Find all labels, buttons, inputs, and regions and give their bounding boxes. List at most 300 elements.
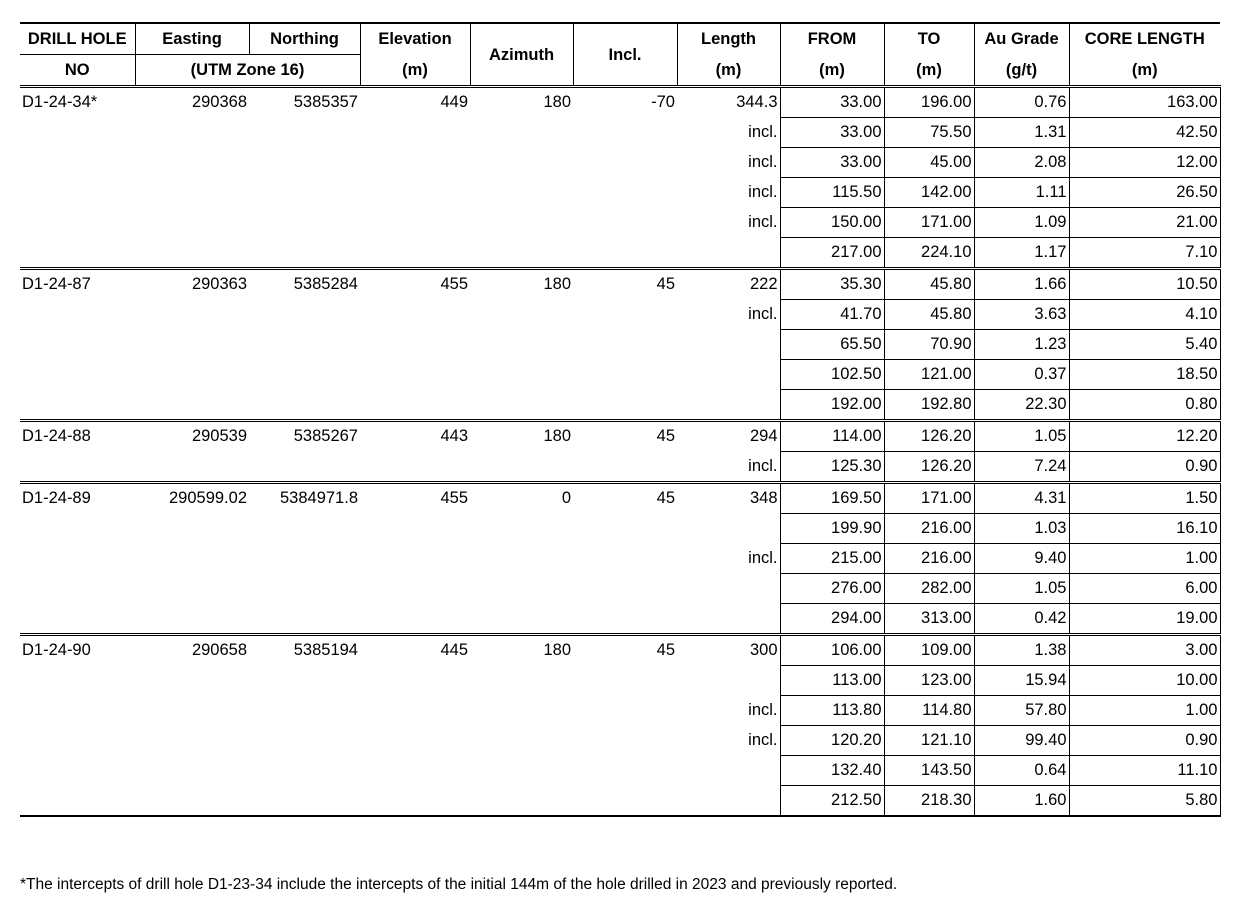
table-row — [20, 269, 1220, 300]
col-header-northing: Northing — [249, 23, 360, 55]
table-row — [20, 696, 1220, 726]
cell-incl: 45 — [573, 635, 677, 666]
cell-azimuth — [470, 604, 573, 635]
cell-easting — [135, 544, 249, 574]
cell-core-length: 3.00 — [1069, 635, 1220, 666]
cell-incl — [573, 390, 677, 421]
cell-elevation — [360, 452, 470, 483]
cell-easting — [135, 330, 249, 360]
cell-drill-hole — [20, 300, 135, 330]
cell-core-length: 163.00 — [1069, 87, 1220, 118]
cell-from: 113.00 — [780, 666, 884, 696]
cell-from: 169.50 — [780, 483, 884, 514]
cell-northing: 5385357 — [249, 87, 360, 118]
cell-incl — [573, 208, 677, 238]
cell-northing — [249, 208, 360, 238]
cell-incl — [573, 238, 677, 269]
cell-to: 224.10 — [884, 238, 974, 269]
cell-northing — [249, 390, 360, 421]
cell-core-length: 19.00 — [1069, 604, 1220, 635]
cell-core-length: 12.00 — [1069, 148, 1220, 178]
cell-au-grade: 1.17 — [974, 238, 1069, 269]
cell-azimuth — [470, 118, 573, 148]
cell-drill-hole — [20, 148, 135, 178]
cell-au-grade: 99.40 — [974, 726, 1069, 756]
cell-from: 276.00 — [780, 574, 884, 604]
table-row — [20, 300, 1220, 330]
cell-azimuth — [470, 514, 573, 544]
cell-azimuth — [470, 574, 573, 604]
table-row — [20, 178, 1220, 208]
cell-au-grade: 1.09 — [974, 208, 1069, 238]
cell-elevation — [360, 574, 470, 604]
cell-length: incl. — [677, 300, 780, 330]
cell-au-grade: 1.38 — [974, 635, 1069, 666]
cell-easting: 290368 — [135, 87, 249, 118]
cell-incl — [573, 756, 677, 786]
cell-incl — [573, 330, 677, 360]
cell-au-grade: 1.66 — [974, 269, 1069, 300]
col-header-no: NO — [20, 55, 135, 87]
cell-easting — [135, 726, 249, 756]
cell-drill-hole — [20, 330, 135, 360]
cell-easting — [135, 696, 249, 726]
cell-elevation — [360, 300, 470, 330]
cell-azimuth — [470, 390, 573, 421]
cell-core-length: 10.00 — [1069, 666, 1220, 696]
cell-northing: 5385284 — [249, 269, 360, 300]
cell-drill-hole — [20, 666, 135, 696]
cell-easting — [135, 452, 249, 483]
cell-from: 114.00 — [780, 421, 884, 452]
cell-core-length: 26.50 — [1069, 178, 1220, 208]
cell-au-grade: 1.60 — [974, 786, 1069, 817]
cell-azimuth: 180 — [470, 87, 573, 118]
cell-azimuth — [470, 148, 573, 178]
cell-northing — [249, 604, 360, 635]
cell-drill-hole — [20, 208, 135, 238]
cell-azimuth — [470, 300, 573, 330]
cell-incl — [573, 148, 677, 178]
cell-drill-hole — [20, 756, 135, 786]
cell-azimuth: 0 — [470, 483, 573, 514]
cell-elevation — [360, 330, 470, 360]
cell-to: 216.00 — [884, 514, 974, 544]
cell-drill-hole — [20, 726, 135, 756]
cell-elevation — [360, 756, 470, 786]
cell-from: 65.50 — [780, 330, 884, 360]
cell-incl — [573, 452, 677, 483]
cell-to: 171.00 — [884, 483, 974, 514]
cell-au-grade: 1.23 — [974, 330, 1069, 360]
table-row — [20, 238, 1220, 269]
cell-au-grade: 0.42 — [974, 604, 1069, 635]
header-row-1 — [20, 23, 1220, 55]
cell-from: 41.70 — [780, 300, 884, 330]
cell-to: 196.00 — [884, 87, 974, 118]
cell-au-grade: 1.05 — [974, 421, 1069, 452]
cell-incl — [573, 300, 677, 330]
cell-to: 282.00 — [884, 574, 974, 604]
cell-au-grade: 2.08 — [974, 148, 1069, 178]
cell-easting — [135, 514, 249, 544]
cell-drill-hole — [20, 360, 135, 390]
cell-northing — [249, 756, 360, 786]
cell-elevation — [360, 148, 470, 178]
cell-length — [677, 666, 780, 696]
cell-au-grade: 3.63 — [974, 300, 1069, 330]
cell-core-length: 12.20 — [1069, 421, 1220, 452]
col-unit-elevation: (m) — [360, 55, 470, 87]
cell-from: 106.00 — [780, 635, 884, 666]
cell-to: 45.80 — [884, 300, 974, 330]
col-unit-length: (m) — [677, 55, 780, 87]
cell-au-grade: 1.03 — [974, 514, 1069, 544]
cell-drill-hole — [20, 118, 135, 148]
col-header-incl: Incl. — [573, 23, 677, 87]
cell-to: 192.80 — [884, 390, 974, 421]
col-unit-core-length: (m) — [1131, 60, 1158, 79]
cell-from: 150.00 — [780, 208, 884, 238]
cell-easting — [135, 118, 249, 148]
cell-northing — [249, 514, 360, 544]
cell-elevation: 449 — [360, 87, 470, 118]
cell-length: incl. — [677, 696, 780, 726]
cell-azimuth — [470, 178, 573, 208]
cell-incl: -70 — [573, 87, 677, 118]
col-header-elevation: Elevation — [360, 23, 470, 55]
cell-drill-hole: D1-24-87 — [20, 269, 135, 300]
cell-length: incl. — [677, 452, 780, 483]
cell-from: 294.00 — [780, 604, 884, 635]
table-row — [20, 726, 1220, 756]
cell-au-grade: 7.24 — [974, 452, 1069, 483]
cell-to: 109.00 — [884, 635, 974, 666]
cell-core-length: 0.90 — [1069, 726, 1220, 756]
table-row — [20, 148, 1220, 178]
cell-to: 218.30 — [884, 786, 974, 817]
cell-core-length: 16.10 — [1069, 514, 1220, 544]
cell-elevation — [360, 208, 470, 238]
cell-northing — [249, 574, 360, 604]
table-row — [20, 635, 1220, 666]
cell-drill-hole — [20, 604, 135, 635]
cell-drill-hole — [20, 514, 135, 544]
cell-northing — [249, 330, 360, 360]
cell-drill-hole — [20, 786, 135, 817]
table-row — [20, 666, 1220, 696]
cell-azimuth — [470, 544, 573, 574]
cell-au-grade: 0.64 — [974, 756, 1069, 786]
cell-easting — [135, 360, 249, 390]
cell-azimuth — [470, 666, 573, 696]
cell-length: 348 — [677, 483, 780, 514]
cell-northing — [249, 178, 360, 208]
cell-easting: 290658 — [135, 635, 249, 666]
col-header-drill-hole: DRILL HOLE — [20, 23, 135, 55]
cell-to: 171.00 — [884, 208, 974, 238]
table-row — [20, 390, 1220, 421]
cell-to: 70.90 — [884, 330, 974, 360]
cell-easting — [135, 178, 249, 208]
cell-au-grade: 15.94 — [974, 666, 1069, 696]
cell-azimuth: 180 — [470, 269, 573, 300]
cell-elevation — [360, 604, 470, 635]
table-row — [20, 604, 1220, 635]
cell-to: 126.20 — [884, 421, 974, 452]
cell-to: 313.00 — [884, 604, 974, 635]
table-row — [20, 452, 1220, 483]
table-row — [20, 330, 1220, 360]
cell-drill-hole — [20, 178, 135, 208]
cell-incl — [573, 514, 677, 544]
cell-core-length: 5.40 — [1069, 330, 1220, 360]
cell-from: 212.50 — [780, 786, 884, 817]
cell-incl — [573, 786, 677, 817]
cell-elevation: 443 — [360, 421, 470, 452]
cell-length — [677, 756, 780, 786]
table-row — [20, 544, 1220, 574]
cell-to: 121.10 — [884, 726, 974, 756]
cell-northing — [249, 360, 360, 390]
cell-azimuth — [470, 238, 573, 269]
cell-easting — [135, 148, 249, 178]
cell-northing: 5384971.8 — [249, 483, 360, 514]
table-row — [20, 786, 1220, 817]
cell-au-grade: 0.76 — [974, 87, 1069, 118]
cell-drill-hole — [20, 238, 135, 269]
cell-au-grade: 9.40 — [974, 544, 1069, 574]
col-header-easting: Easting — [135, 23, 249, 55]
cell-to: 75.50 — [884, 118, 974, 148]
cell-from: 102.50 — [780, 360, 884, 390]
cell-au-grade: 4.31 — [974, 483, 1069, 514]
cell-length: incl. — [677, 726, 780, 756]
cell-from: 35.30 — [780, 269, 884, 300]
cell-easting — [135, 756, 249, 786]
col-header-length: Length — [677, 23, 780, 55]
cell-incl — [573, 574, 677, 604]
cell-northing: 5385267 — [249, 421, 360, 452]
cell-drill-hole — [20, 696, 135, 726]
cell-elevation — [360, 666, 470, 696]
cell-from: 199.90 — [780, 514, 884, 544]
cell-length: incl. — [677, 148, 780, 178]
cell-azimuth — [470, 208, 573, 238]
cell-core-length: 1.50 — [1069, 483, 1220, 514]
cell-easting — [135, 208, 249, 238]
table-row — [20, 514, 1220, 544]
cell-northing — [249, 118, 360, 148]
cell-northing — [249, 786, 360, 817]
cell-drill-hole: D1-24-88 — [20, 421, 135, 452]
cell-incl: 45 — [573, 269, 677, 300]
cell-easting — [135, 238, 249, 269]
cell-from: 33.00 — [780, 87, 884, 118]
cell-core-length: 6.00 — [1069, 574, 1220, 604]
cell-elevation — [360, 360, 470, 390]
cell-incl — [573, 118, 677, 148]
cell-from: 115.50 — [780, 178, 884, 208]
cell-from: 33.00 — [780, 118, 884, 148]
cell-easting — [135, 300, 249, 330]
cell-incl — [573, 360, 677, 390]
cell-incl — [573, 604, 677, 635]
cell-length: 294 — [677, 421, 780, 452]
table-row — [20, 756, 1220, 786]
cell-elevation — [360, 696, 470, 726]
cell-drill-hole: D1-24-90 — [20, 635, 135, 666]
cell-length: 222 — [677, 269, 780, 300]
cell-length — [677, 604, 780, 635]
cell-au-grade: 1.05 — [974, 574, 1069, 604]
cell-length: incl. — [677, 544, 780, 574]
cell-drill-hole — [20, 574, 135, 604]
col-header-azimuth: Azimuth — [470, 23, 573, 87]
cell-elevation: 455 — [360, 483, 470, 514]
cell-incl: 45 — [573, 483, 677, 514]
cell-length — [677, 238, 780, 269]
cell-to: 121.00 — [884, 360, 974, 390]
cell-incl: 45 — [573, 421, 677, 452]
cell-length: incl. — [677, 118, 780, 148]
cell-incl — [573, 696, 677, 726]
cell-length — [677, 786, 780, 817]
cell-azimuth — [470, 452, 573, 483]
cell-from: 215.00 — [780, 544, 884, 574]
cell-northing — [249, 726, 360, 756]
cell-to: 216.00 — [884, 544, 974, 574]
col-header-core-length: CORE LENGTH — [1069, 23, 1220, 55]
cell-incl — [573, 178, 677, 208]
cell-au-grade: 0.37 — [974, 360, 1069, 390]
cell-elevation — [360, 786, 470, 817]
cell-elevation: 455 — [360, 269, 470, 300]
cell-easting — [135, 666, 249, 696]
cell-length: incl. — [677, 208, 780, 238]
cell-length — [677, 390, 780, 421]
cell-azimuth — [470, 786, 573, 817]
col-unit-to: (m) — [884, 55, 974, 87]
cell-length — [677, 574, 780, 604]
cell-azimuth — [470, 756, 573, 786]
cell-easting: 290539 — [135, 421, 249, 452]
table-row — [20, 208, 1220, 238]
table-body — [20, 87, 1220, 817]
cell-elevation — [360, 544, 470, 574]
table-row — [20, 421, 1220, 452]
cell-northing — [249, 544, 360, 574]
drill-results-sheet — [20, 22, 1220, 817]
cell-easting: 290363 — [135, 269, 249, 300]
cell-core-length: 0.90 — [1069, 452, 1220, 483]
cell-core-length: 0.80 — [1069, 390, 1220, 421]
footnote: *The intercepts of drill hole D1-23-34 include the intercepts of the initial 144m of the hole drilled in 2023 and previously reported. — [20, 876, 898, 893]
cell-incl — [573, 726, 677, 756]
cell-to: 45.00 — [884, 148, 974, 178]
cell-elevation — [360, 118, 470, 148]
cell-elevation — [360, 390, 470, 421]
cell-length: 344.3 — [677, 87, 780, 118]
col-header-au-grade: Au Grade — [974, 23, 1069, 55]
table-row — [20, 87, 1220, 118]
cell-northing — [249, 300, 360, 330]
col-header-to: TO — [884, 23, 974, 55]
cell-core-length: 4.10 — [1069, 300, 1220, 330]
cell-to: 126.20 — [884, 452, 974, 483]
table-row — [20, 483, 1220, 514]
cell-length — [677, 330, 780, 360]
cell-northing — [249, 452, 360, 483]
cell-northing: 5385194 — [249, 635, 360, 666]
cell-elevation — [360, 238, 470, 269]
cell-core-length: 11.10 — [1069, 756, 1220, 786]
cell-from: 192.00 — [780, 390, 884, 421]
table-row — [20, 118, 1220, 148]
cell-easting — [135, 604, 249, 635]
table-row — [20, 360, 1220, 390]
cell-core-length: 1.00 — [1069, 696, 1220, 726]
cell-drill-hole — [20, 390, 135, 421]
cell-northing — [249, 696, 360, 726]
col-header-utm: (UTM Zone 16) — [135, 55, 360, 87]
cell-core-length: 21.00 — [1069, 208, 1220, 238]
cell-elevation: 445 — [360, 635, 470, 666]
cell-to: 143.50 — [884, 756, 974, 786]
cell-core-length: 1.00 — [1069, 544, 1220, 574]
cell-drill-hole: D1-24-34* — [20, 87, 135, 118]
cell-easting — [135, 786, 249, 817]
drill-results-table — [20, 22, 1221, 817]
cell-from: 132.40 — [780, 756, 884, 786]
cell-to: 123.00 — [884, 666, 974, 696]
cell-core-length: 42.50 — [1069, 118, 1220, 148]
cell-core-length: 5.80 — [1069, 786, 1220, 817]
cell-northing — [249, 148, 360, 178]
cell-northing — [249, 666, 360, 696]
cell-length: 300 — [677, 635, 780, 666]
col-header-from: FROM — [780, 23, 884, 55]
cell-to: 142.00 — [884, 178, 974, 208]
cell-elevation — [360, 514, 470, 544]
cell-azimuth — [470, 696, 573, 726]
cell-core-length: 10.50 — [1069, 269, 1220, 300]
cell-incl — [573, 544, 677, 574]
cell-drill-hole: D1-24-89 — [20, 483, 135, 514]
cell-azimuth — [470, 330, 573, 360]
table-row — [20, 574, 1220, 604]
cell-easting: 290599.02 — [135, 483, 249, 514]
cell-au-grade: 57.80 — [974, 696, 1069, 726]
cell-from: 113.80 — [780, 696, 884, 726]
col-unit-au-grade: (g/t) — [974, 55, 1069, 87]
cell-easting — [135, 574, 249, 604]
cell-azimuth: 180 — [470, 421, 573, 452]
cell-au-grade: 1.31 — [974, 118, 1069, 148]
cell-easting — [135, 390, 249, 421]
cell-from: 217.00 — [780, 238, 884, 269]
cell-azimuth — [470, 726, 573, 756]
cell-to: 114.80 — [884, 696, 974, 726]
cell-from: 33.00 — [780, 148, 884, 178]
cell-drill-hole — [20, 452, 135, 483]
cell-azimuth — [470, 360, 573, 390]
cell-from: 125.30 — [780, 452, 884, 483]
cell-to: 45.80 — [884, 269, 974, 300]
col-unit-from: (m) — [780, 55, 884, 87]
cell-core-length: 7.10 — [1069, 238, 1220, 269]
cell-au-grade: 22.30 — [974, 390, 1069, 421]
